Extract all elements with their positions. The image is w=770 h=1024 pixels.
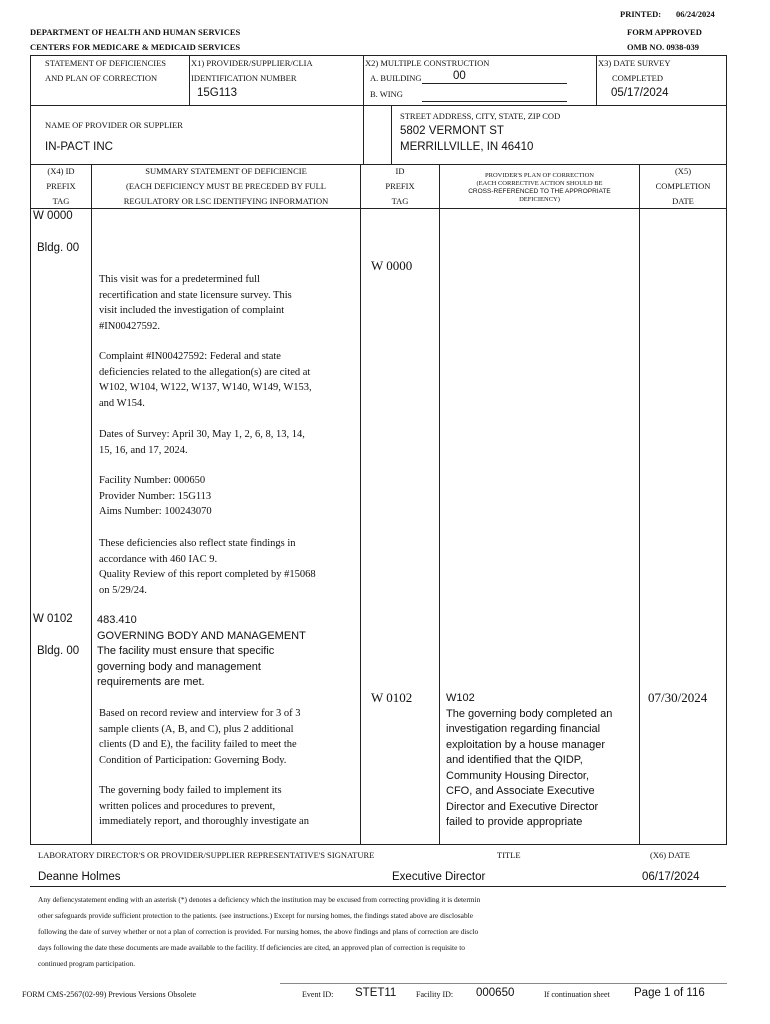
divider	[360, 164, 361, 845]
x5-header-2: COMPLETION	[655, 181, 711, 191]
facility-id-label: Facility ID:	[416, 990, 454, 999]
disclaimer-line: Any defiencystatement ending with an asterisk (*) denotes a deficiency which the institution may be excused from correcting providing it is determin	[38, 895, 481, 904]
title-label: TITLE	[497, 850, 521, 860]
omb-number: OMB NO. 0938-039	[627, 42, 700, 52]
summary-header-1: SUMMARY STATEMENT OF DEFICIENCIE	[145, 166, 307, 176]
disclaimer-line: following the date of survey whether or not a plan of correction is provided. For nursing homes, the above findings and plans of correction are disclo	[38, 927, 479, 936]
wing-label: B. WING	[370, 89, 403, 99]
address-line-1: 5802 VERMONT ST	[400, 125, 504, 137]
divider	[439, 164, 440, 845]
signer-name: Deanne Holmes	[38, 871, 121, 883]
printed-label: PRINTED:	[620, 9, 662, 19]
id-tag-w0000: W 0000	[371, 258, 413, 273]
divider	[91, 164, 92, 845]
x3-label-2: COMPLETED	[612, 73, 663, 83]
signature-label: LABORATORY DIRECTOR'S OR PROVIDER/SUPPLIER REPRESENTATIVE'S SIGNATURE	[38, 850, 375, 860]
id-header-3: TAG	[391, 196, 409, 206]
id-header-2: PREFIX	[385, 181, 415, 191]
event-id-value: STET11	[355, 987, 397, 999]
plan-header-2: (EACH CORRECTIVE ACTION SHOULD BE	[476, 180, 603, 187]
summary-paragraph: The governing body failed to implement its written polices and procedures to prevent, immediately report, and thoroughly investigate an	[99, 785, 309, 827]
divider	[363, 55, 364, 165]
divider	[30, 844, 726, 845]
building-tag: Bldg. 00	[37, 645, 80, 657]
signer-title: Executive Director	[392, 871, 486, 883]
provider-name-value: IN-PACT INC	[45, 141, 113, 153]
x3-label-1: X3) DATE SURVEY	[598, 58, 671, 68]
x2-label: X2) MULTIPLE CONSTRUCTION	[365, 58, 490, 68]
divider	[391, 105, 392, 165]
completion-date: 07/30/2024	[648, 690, 708, 705]
disclaimer-line: continued program participation.	[38, 959, 136, 968]
address-label: STREET ADDRESS, CITY, STATE, ZIP COD	[400, 111, 561, 121]
plan-header-1: PROVIDER'S PLAN OF CORRECTION	[485, 172, 594, 179]
summary-header-3: REGULATORY OR LSC IDENTIFYING INFORMATION	[123, 196, 329, 206]
summary-paragraph: These deficiencies also reflect state findings in accordance with 460 IAC 9. Quality Review of this report completed by #15068 on 5/29/24.	[99, 538, 316, 596]
summary-paragraph: Facility Number: 000650 Provider Number: 15G113 Aims Number: 100243070	[99, 475, 212, 517]
divider	[189, 55, 190, 105]
x6-date-label: (X6) DATE	[650, 850, 690, 860]
x5-header-3: DATE	[672, 196, 694, 206]
signature-underline	[30, 886, 726, 887]
divider	[30, 55, 31, 105]
x4-header-3: TAG	[52, 196, 70, 206]
x1-label-1: X1) PROVIDER/SUPPLIER/CLIA	[191, 58, 313, 68]
disclaimer-line: other safeguards provide sufficient protection to the patients. (see instructions.) Except for nursing homes, the findings stated above are disclosable	[38, 911, 473, 920]
facility-id-value: 000650	[476, 987, 515, 999]
plan-header-3: CROSS-REFERENCED TO THE APPROPRIATE	[468, 188, 611, 195]
provider-name-label: NAME OF PROVIDER OR SUPPLIER	[45, 120, 183, 130]
plan-of-correction: W102 The governing body completed an investigation regarding financial exploitation by a house manager and identified that the QIDP, Community Housing Director, CFO, and Associate Executive Director and Executive Director failed to provide appropriate	[446, 692, 613, 828]
form-approved: FORM APPROVED	[627, 27, 702, 37]
building-value: 00	[453, 70, 466, 82]
building-tag: Bldg. 00	[37, 242, 80, 254]
x4-header-1: (X4) ID	[47, 166, 75, 176]
summary-paragraph: Dates of Survey: April 30, May 1, 2, 6, 8, 13, 14, 15, 16, and 17, 2024.	[99, 429, 305, 456]
signature-date: 06/17/2024	[642, 871, 700, 883]
building-underline	[422, 83, 567, 84]
page-number: Page 1 of 116	[634, 987, 705, 999]
divider	[726, 164, 727, 845]
deficiency-tag-w0102: W 0102	[33, 613, 73, 625]
statement-label-1: STATEMENT OF DEFICIENCIES	[45, 58, 167, 68]
x1-label-2: IDENTIFICATION NUMBER	[191, 73, 297, 83]
wing-underline	[422, 101, 567, 102]
centers-name: CENTERS FOR MEDICARE & MEDICAID SERVICES	[30, 42, 241, 52]
form-number: FORM CMS-2567(02-99) Previous Versions Obsolete	[22, 990, 197, 999]
x5-header-1: (X5)	[674, 166, 692, 176]
divider	[30, 105, 31, 165]
plan-header-4: DEFICIENCY)	[519, 196, 560, 203]
divider	[639, 164, 640, 845]
summary-paragraph: Complaint #IN00427592: Federal and state deficiencies related to the allegation(s) are cited at W102, W104, W122, W137, W140, W149, W153, and W154.	[99, 351, 312, 409]
divider	[30, 164, 31, 845]
footer-rule	[280, 983, 727, 984]
id-header-1: ID	[395, 166, 405, 176]
summary-paragraph: This visit was for a predetermined full recertification and state licensure survey. This visit included the investigation of complaint #IN00427592.	[99, 274, 292, 332]
building-label: A. BUILDING	[370, 73, 422, 83]
statement-label-2: AND PLAN OF CORRECTION	[45, 73, 158, 83]
x4-header-2: PREFIX	[46, 181, 76, 191]
x3-value: 05/17/2024	[611, 87, 669, 99]
event-id-label: Event ID:	[302, 990, 334, 999]
summary-paragraph: Based on record review and interview for 3 of 3 sample clients (A, B, and C), plus 2 additional clients (D and E), the facility failed to meet the Condition of Participation: Governing Body.	[99, 708, 301, 766]
summary-header-2: (EACH DEFICIENCY MUST BE PRECEDED BY FULL	[126, 181, 326, 191]
x1-value: 15G113	[197, 87, 238, 99]
printed-date: 06/24/2024	[676, 9, 715, 19]
divider	[30, 105, 726, 106]
id-tag-w0102: W 0102	[371, 690, 413, 705]
top-border	[30, 55, 726, 56]
regulation-block: 483.410 GOVERNING BODY AND MANAGEMENT The facility must ensure that specific governing body and management requirements are met.	[97, 614, 306, 688]
disclaimer-line: days following the date these documents are made available to the facility. If deficiencies are cited, an approved plan of correction is requisite to	[38, 943, 465, 952]
address-line-2: MERRILLVILLE, IN 46410	[400, 141, 534, 153]
divider	[30, 164, 726, 165]
divider	[596, 55, 597, 105]
department-name: DEPARTMENT OF HEALTH AND HUMAN SERVICES	[30, 27, 241, 37]
deficiency-tag-w0000: W 0000	[33, 210, 73, 222]
divider	[726, 55, 727, 165]
continuation-label: If continuation sheet	[544, 990, 610, 999]
divider	[30, 208, 726, 209]
